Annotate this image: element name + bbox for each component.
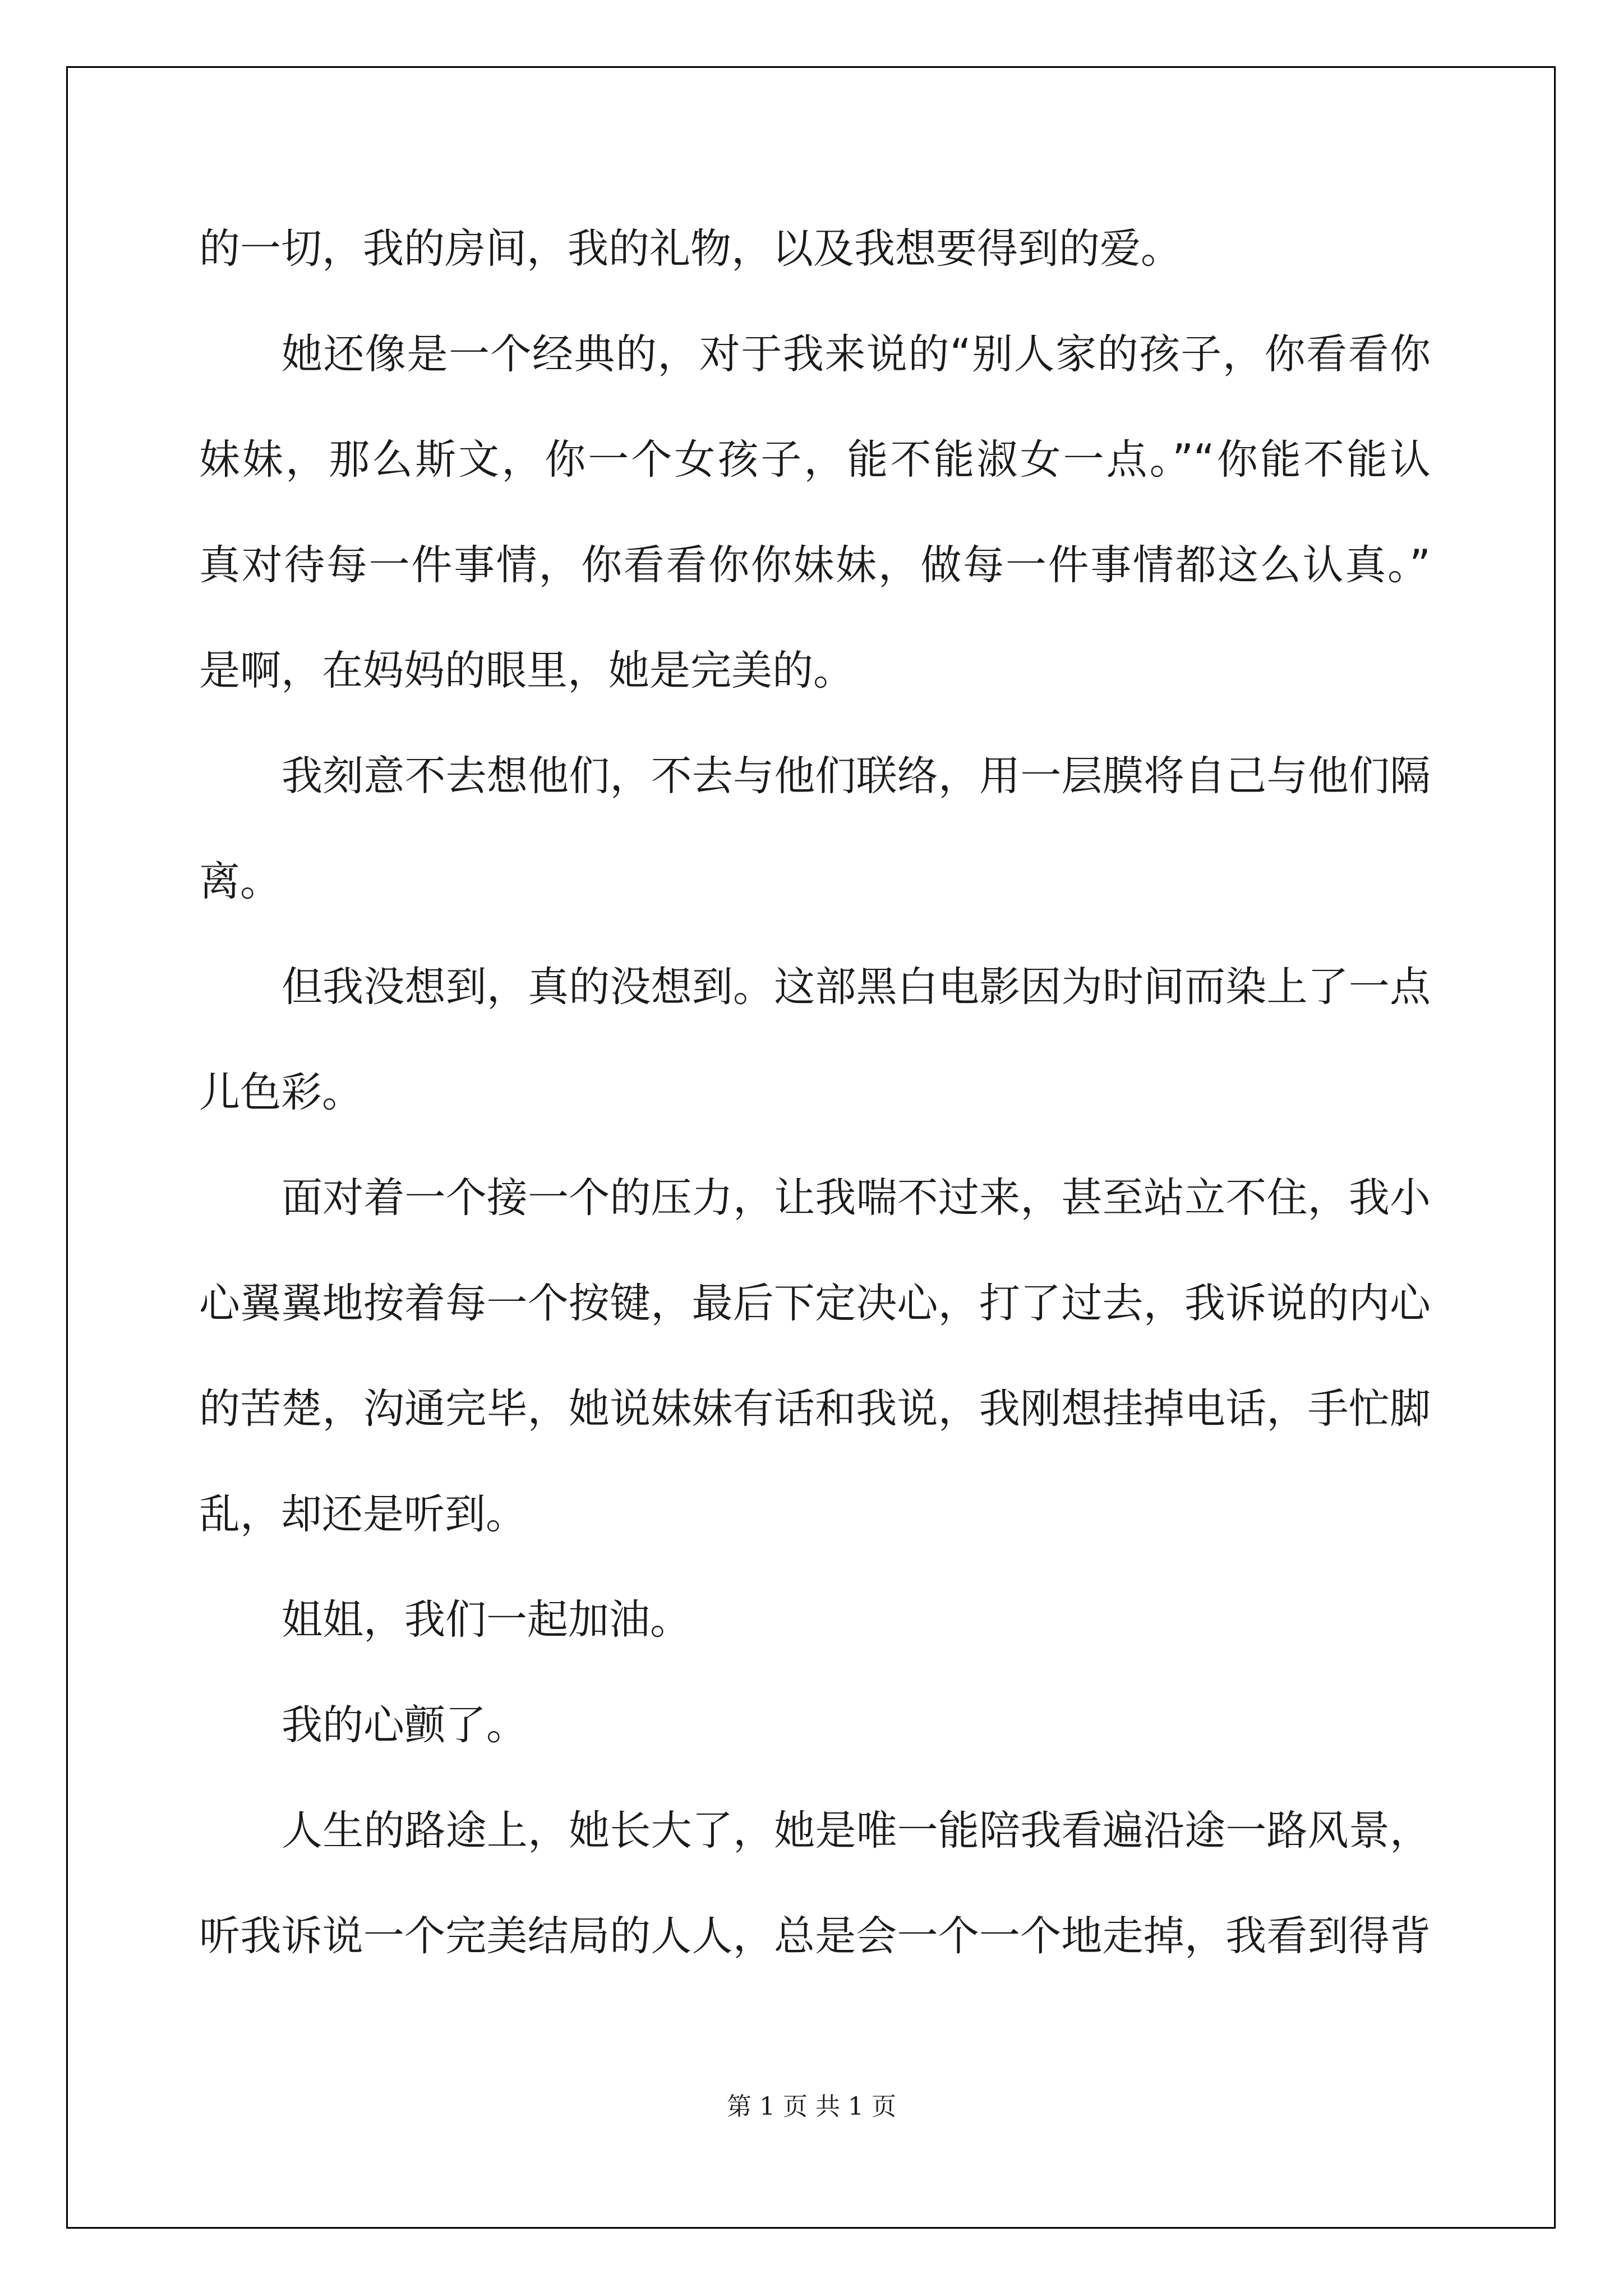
text-line-13: 乱，却还是听到。: [199, 1490, 527, 1538]
text-line-4: 真对待每一件事情，你看看你你妹妹，做每一件事情都这么认真。”: [199, 541, 1431, 589]
text-line-9: 儿色彩。: [199, 1069, 363, 1116]
text-line-8: 但我没想到，真的没想到。这部黑白电影因为时间而染上了一点: [282, 963, 1431, 1011]
text-line-14: 姐姐，我们一起加油。: [282, 1596, 691, 1644]
text-line-7: 离。: [199, 858, 281, 905]
text-line-15: 我的心颤了。: [282, 1701, 527, 1749]
text-line-11: 心翼翼地按着每一个按键，最后下定决心，打了过去，我诉说的内心: [199, 1280, 1431, 1327]
text-line-6: 我刻意不去想他们，不去与他们联络，用一层膜将自己与他们隔: [282, 752, 1431, 800]
page-number-footer: 第 1 页 共 1 页: [727, 2092, 896, 2121]
text-line-16: 人生的路途上，她长大了，她是唯一能陪我看遍沿途一路风景，: [282, 1807, 1431, 1855]
text-line-2: 她还像是一个经典的，对于我来说的“别人家的孩子，你看看你: [282, 330, 1431, 378]
text-line-1: 的一切，我的房间，我的礼物，以及我想要得到的爱。: [199, 225, 1182, 273]
text-line-12: 的苦楚，沟通完毕，她说妹妹有话和我说，我刚想挂掉电话，手忙脚: [199, 1385, 1431, 1433]
text-line-17: 听我诉说一个完美结局的人人，总是会一个一个地走掉，我看到得背: [199, 1912, 1431, 1960]
page-border: [66, 66, 1556, 2229]
text-line-10: 面对着一个接一个的压力，让我喘不过来，甚至站立不住，我小: [282, 1174, 1431, 1222]
text-line-3: 妹妹，那么斯文，你一个女孩子，能不能淑女一点。”“你能不能认: [199, 436, 1431, 484]
text-line-5: 是啊，在妈妈的眼里，她是完美的。: [199, 647, 854, 694]
